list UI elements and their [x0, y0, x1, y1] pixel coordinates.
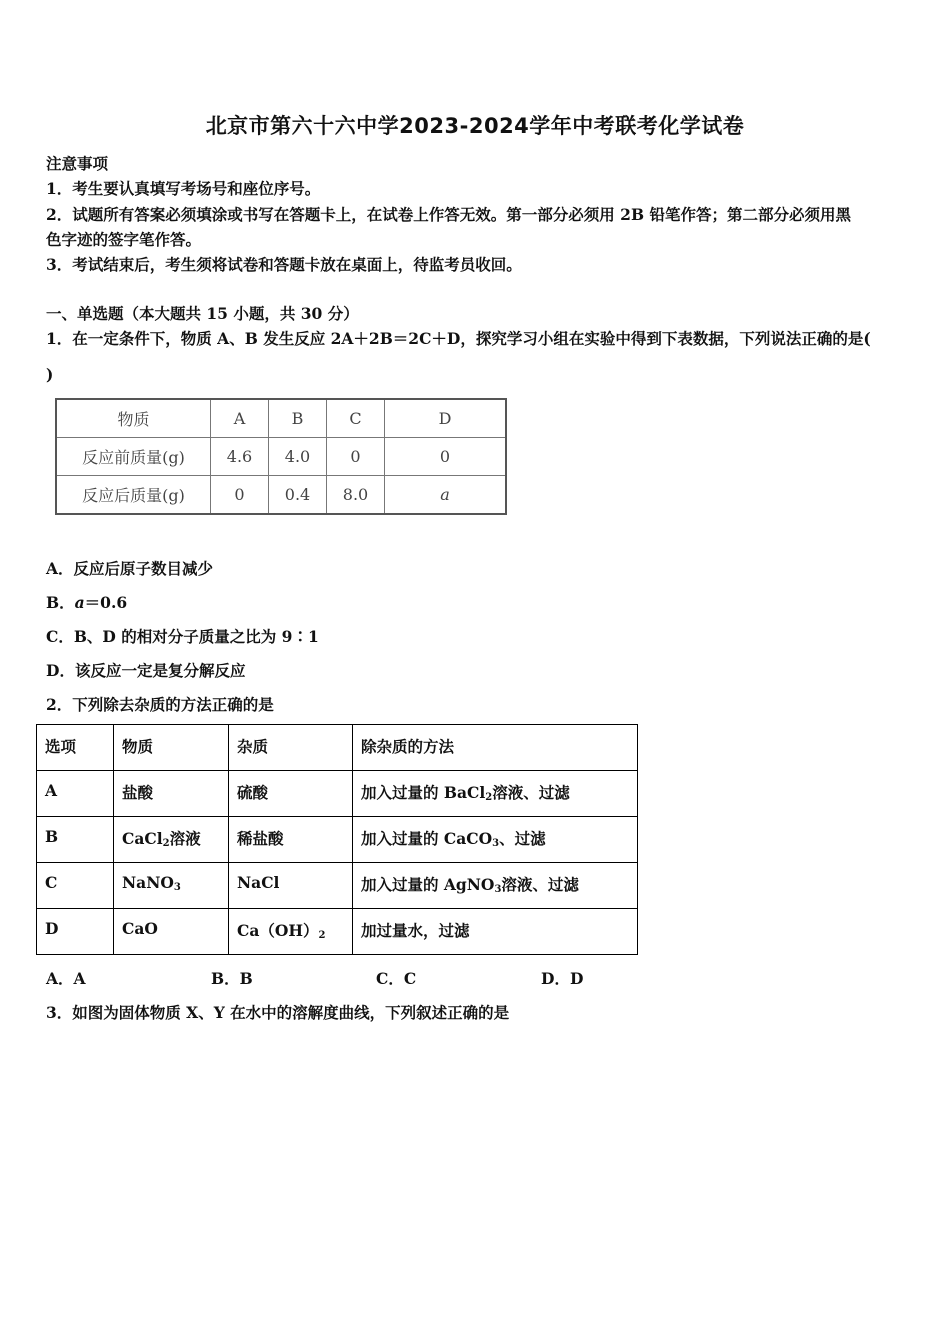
q2-stem: 2．下列除去杂质的方法正确的是 — [46, 695, 274, 714]
notice-item-1: 1．考生要认真填写考场号和座位序号。 — [46, 179, 321, 198]
subscript: 2 — [318, 930, 326, 941]
table-cell: D — [385, 399, 507, 438]
table-cell: 0 — [211, 476, 269, 515]
q1-stem: 1．在一定条件下，物质 A、B 发生反应 2A＋2B＝2C＋D，探究学习小组在实验中得到下表数据，下列说法正确的是( — [46, 329, 871, 348]
table-cell — [229, 909, 353, 955]
impurity-removal-table — [36, 724, 638, 955]
table-cell — [353, 771, 638, 817]
notice-heading: 注意事项 — [46, 154, 109, 173]
choice-a: A．A — [46, 969, 86, 988]
table-cell: 8.0 — [327, 476, 385, 515]
q1-option-c: C．B、D 的相对分子质量之比为 9∶1 — [46, 627, 319, 646]
cell-text: 溶液、过滤 — [501, 875, 579, 894]
notice-item-3: 3．考试结束后，考生须将试卷和答题卡放在桌面上，待监考员收回。 — [46, 255, 522, 274]
table-cell — [114, 863, 229, 909]
table-cell: 稀盐酸 — [229, 817, 353, 863]
subscript: 2 — [162, 838, 170, 849]
table-row — [37, 725, 638, 771]
notice-item-2: 2．试题所有答案必须填涂或书写在答题卡上，在试卷上作答无效。第一部分必须用 2B 铅笔作答；第二部分必须用黑 — [46, 205, 851, 224]
choice-d: D．D — [541, 969, 584, 988]
table-row — [56, 399, 506, 438]
table-cell: 反应后质量(g) — [56, 476, 211, 515]
cell-text: CaCl — [122, 829, 163, 848]
table-row — [37, 817, 638, 863]
table-cell: A — [211, 399, 269, 438]
variable-a: a — [74, 593, 85, 612]
table-cell: CaO — [114, 909, 229, 955]
subscript: 3 — [492, 838, 500, 849]
table-cell: 反应前质量(g) — [56, 438, 211, 476]
table-cell: 盐酸 — [114, 771, 229, 817]
q1-stem-end: ) — [46, 365, 54, 384]
choice-c: C．C — [376, 969, 417, 988]
table-row — [37, 771, 638, 817]
q1-option-b — [46, 591, 127, 613]
table-cell: 选项 — [37, 725, 114, 771]
notice-item-2-cont: 色字迹的签字笔作答。 — [46, 230, 202, 249]
cell-text: 、过滤 — [499, 829, 546, 848]
cell-text: 溶液、过滤 — [492, 783, 570, 802]
table-cell: 4.6 — [211, 438, 269, 476]
choice-b: B．B — [211, 969, 253, 988]
table-cell: 加过量水，过滤 — [353, 909, 638, 955]
table-cell — [353, 863, 638, 909]
subscript: 3 — [494, 884, 502, 895]
reaction-data-table — [55, 398, 507, 515]
table-cell: 杂质 — [229, 725, 353, 771]
section-heading: 一、单选题（本大题共 15 小题，共 30 分） — [46, 304, 359, 323]
table-row — [56, 438, 506, 476]
table-cell: 物质 — [56, 399, 211, 438]
table-cell: NaCl — [229, 863, 353, 909]
cell-text: Ca（OH） — [237, 921, 319, 940]
table-cell: 除杂质的方法 — [353, 725, 638, 771]
cell-text: 加入过量的 CaCO — [361, 829, 493, 848]
table-cell: 0.4 — [269, 476, 327, 515]
cell-text: 加入过量的 AgNO — [361, 875, 495, 894]
q1-option-a: A．反应后原子数目减少 — [46, 559, 214, 578]
cell-text: 加入过量的 BaCl — [361, 783, 486, 802]
table-cell: a — [385, 476, 507, 515]
q1-option-d: D．该反应一定是复分解反应 — [46, 661, 246, 680]
table-row — [37, 909, 638, 955]
table-cell: A — [37, 771, 114, 817]
table-row — [37, 863, 638, 909]
table-cell: 0 — [385, 438, 507, 476]
table-row — [56, 476, 506, 515]
page-title: 北京市第六十六中学2023-2024学年中考联考化学试卷 — [205, 114, 745, 138]
q3-stem: 3．如图为固体物质 X、Y 在水中的溶解度曲线，下列叙述正确的是 — [46, 1003, 510, 1022]
table-cell: 4.0 — [269, 438, 327, 476]
table-cell — [353, 817, 638, 863]
option-text: ＝0.6 — [84, 593, 128, 612]
table-cell: B — [37, 817, 114, 863]
table-cell: C — [327, 399, 385, 438]
table-cell: 物质 — [114, 725, 229, 771]
cell-text: 溶液 — [169, 829, 201, 848]
table-cell — [114, 817, 229, 863]
table-cell: 硫酸 — [229, 771, 353, 817]
table-cell: C — [37, 863, 114, 909]
option-label: B． — [46, 593, 75, 612]
q2-choices — [46, 967, 583, 989]
table-cell: B — [269, 399, 327, 438]
subscript: 3 — [173, 882, 181, 893]
table-cell: D — [37, 909, 114, 955]
cell-text: NaNO — [122, 873, 174, 892]
subscript: 2 — [485, 792, 493, 803]
table-cell: 0 — [327, 438, 385, 476]
